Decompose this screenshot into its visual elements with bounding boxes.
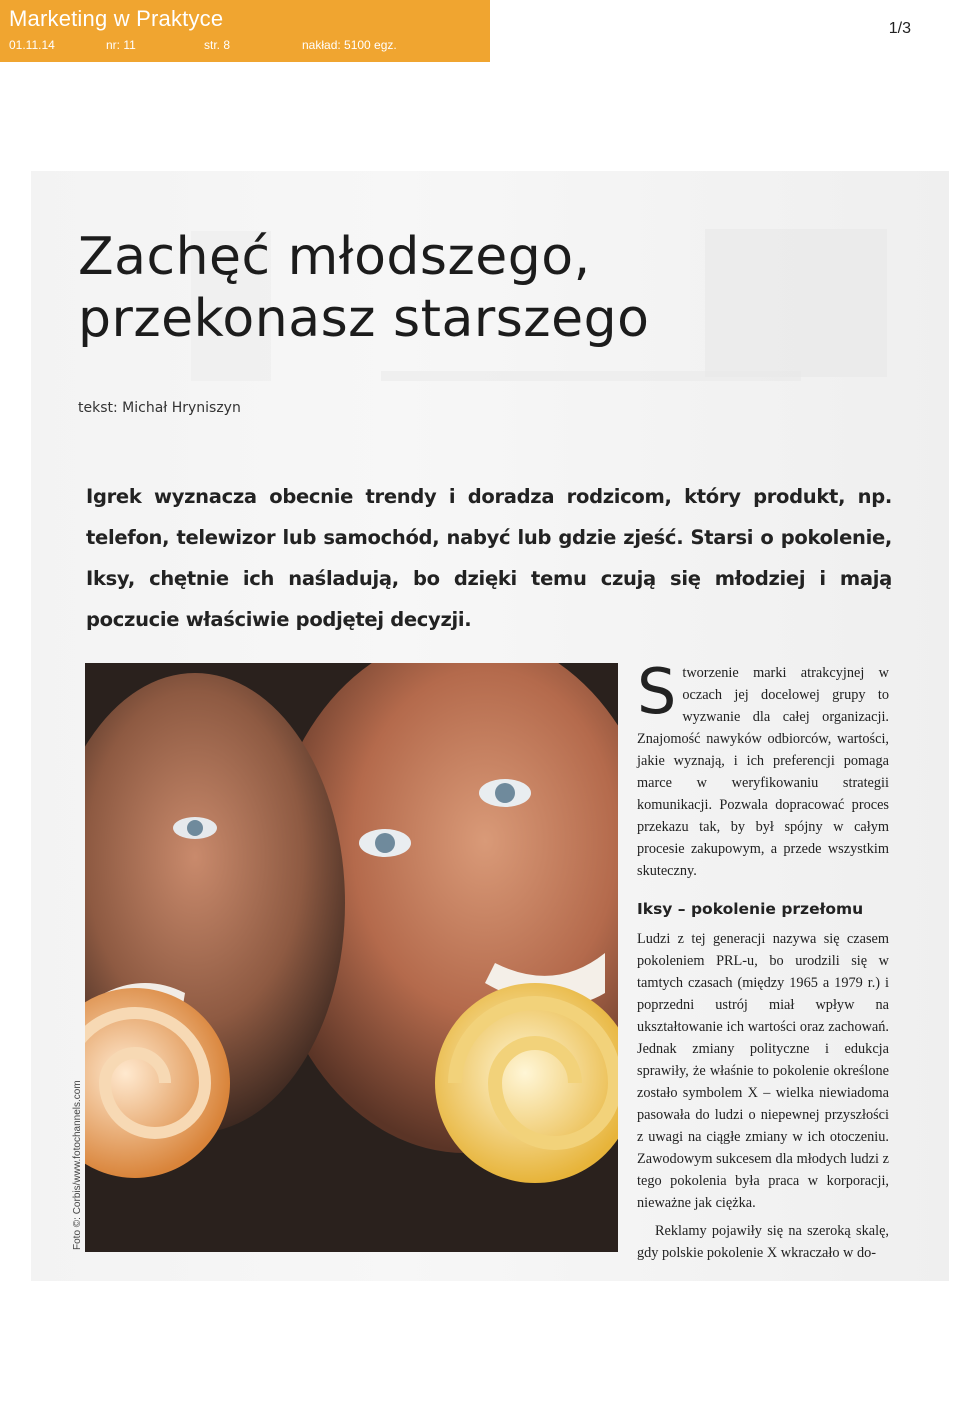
- intro-text: tworzenie marki atrakcyjnej w oczach jej docelowej grupy to wyzwanie dla całej organizacji. Znajomość nawyków odbiorców, wartości, jakie wyznają, i ich preferencji pomaga marce w weryfikowaniu strategii komunikacji. Pozwala dopracować proces przekazu tak, by był spójny w całym procesie zakupowym, a przede wszystkim skuteczny.: [637, 665, 889, 879]
- issue-date: 01.11.14: [9, 38, 55, 52]
- article-title: [78, 226, 649, 350]
- intro-paragraph: [637, 655, 889, 882]
- body-paragraph: Ludzi z tej generacji nazywa się czasem pokoleniem PRL-u, bo urodzili się w tamtych czasach (między 1965 a 1979 r.) i poprzedni ustrój miał wpływ na ukształtowanie ich wartości oraz zachowań. Jednak zmiany polityczne i edukcja sprawiły, że właśnie to pokolenie określone zostało symbolem X – wielka niewiadoma pasowała do ludzi o niepewnej przyszłości z uwagi na ciągłe zmiany w ich otoczeniu. Zawodowym sukcesem dla młodych ludzi z tego pokolenia była praca w korporacji, nieważne jak ciężka.: [637, 931, 889, 1211]
- photo-credit: Foto ©: Corbis/www.fotochannels.com: [72, 1080, 83, 1250]
- photo-illustration: [85, 663, 618, 1252]
- clipping-header: [0, 0, 490, 62]
- title-line-1: Zachęć młodszego,: [78, 227, 591, 287]
- body-paragraph: Reklamy pojawiły się na szeroką skalę, gdy polskie pokolenie X wkraczało w do-: [637, 1223, 889, 1261]
- article-photo: [85, 663, 618, 1252]
- circulation: nakład: 5100 egz.: [302, 38, 397, 52]
- section-subheading: Iksy – pokolenie przełomu: [637, 900, 864, 918]
- article-column: [637, 655, 889, 1264]
- page-counter: 1/3: [888, 20, 911, 37]
- bleed-through-rule: [381, 371, 801, 381]
- drop-cap: S: [637, 655, 677, 728]
- publication-name: Marketing w Praktyce: [9, 6, 224, 31]
- issue-number: nr: 11: [106, 38, 136, 52]
- byline: tekst: Michał Hryniszyn: [78, 400, 241, 416]
- title-line-2: przekonasz starszego: [78, 289, 650, 349]
- lead-paragraph: Igrek wyznacza obecnie trendy i doradza rodzicom, który produkt, np. telefon, telewizor lub samochód, nabyć lub gdzie zjeść. Starsi o pokolenie, Iksy, chętnie ich naśladują, bo dzięki temu czują się młodziej i mają poczucie właściwie podjętej decyzji.: [86, 485, 892, 631]
- page-reference: str. 8: [204, 38, 231, 52]
- bleed-through-image: [705, 229, 887, 377]
